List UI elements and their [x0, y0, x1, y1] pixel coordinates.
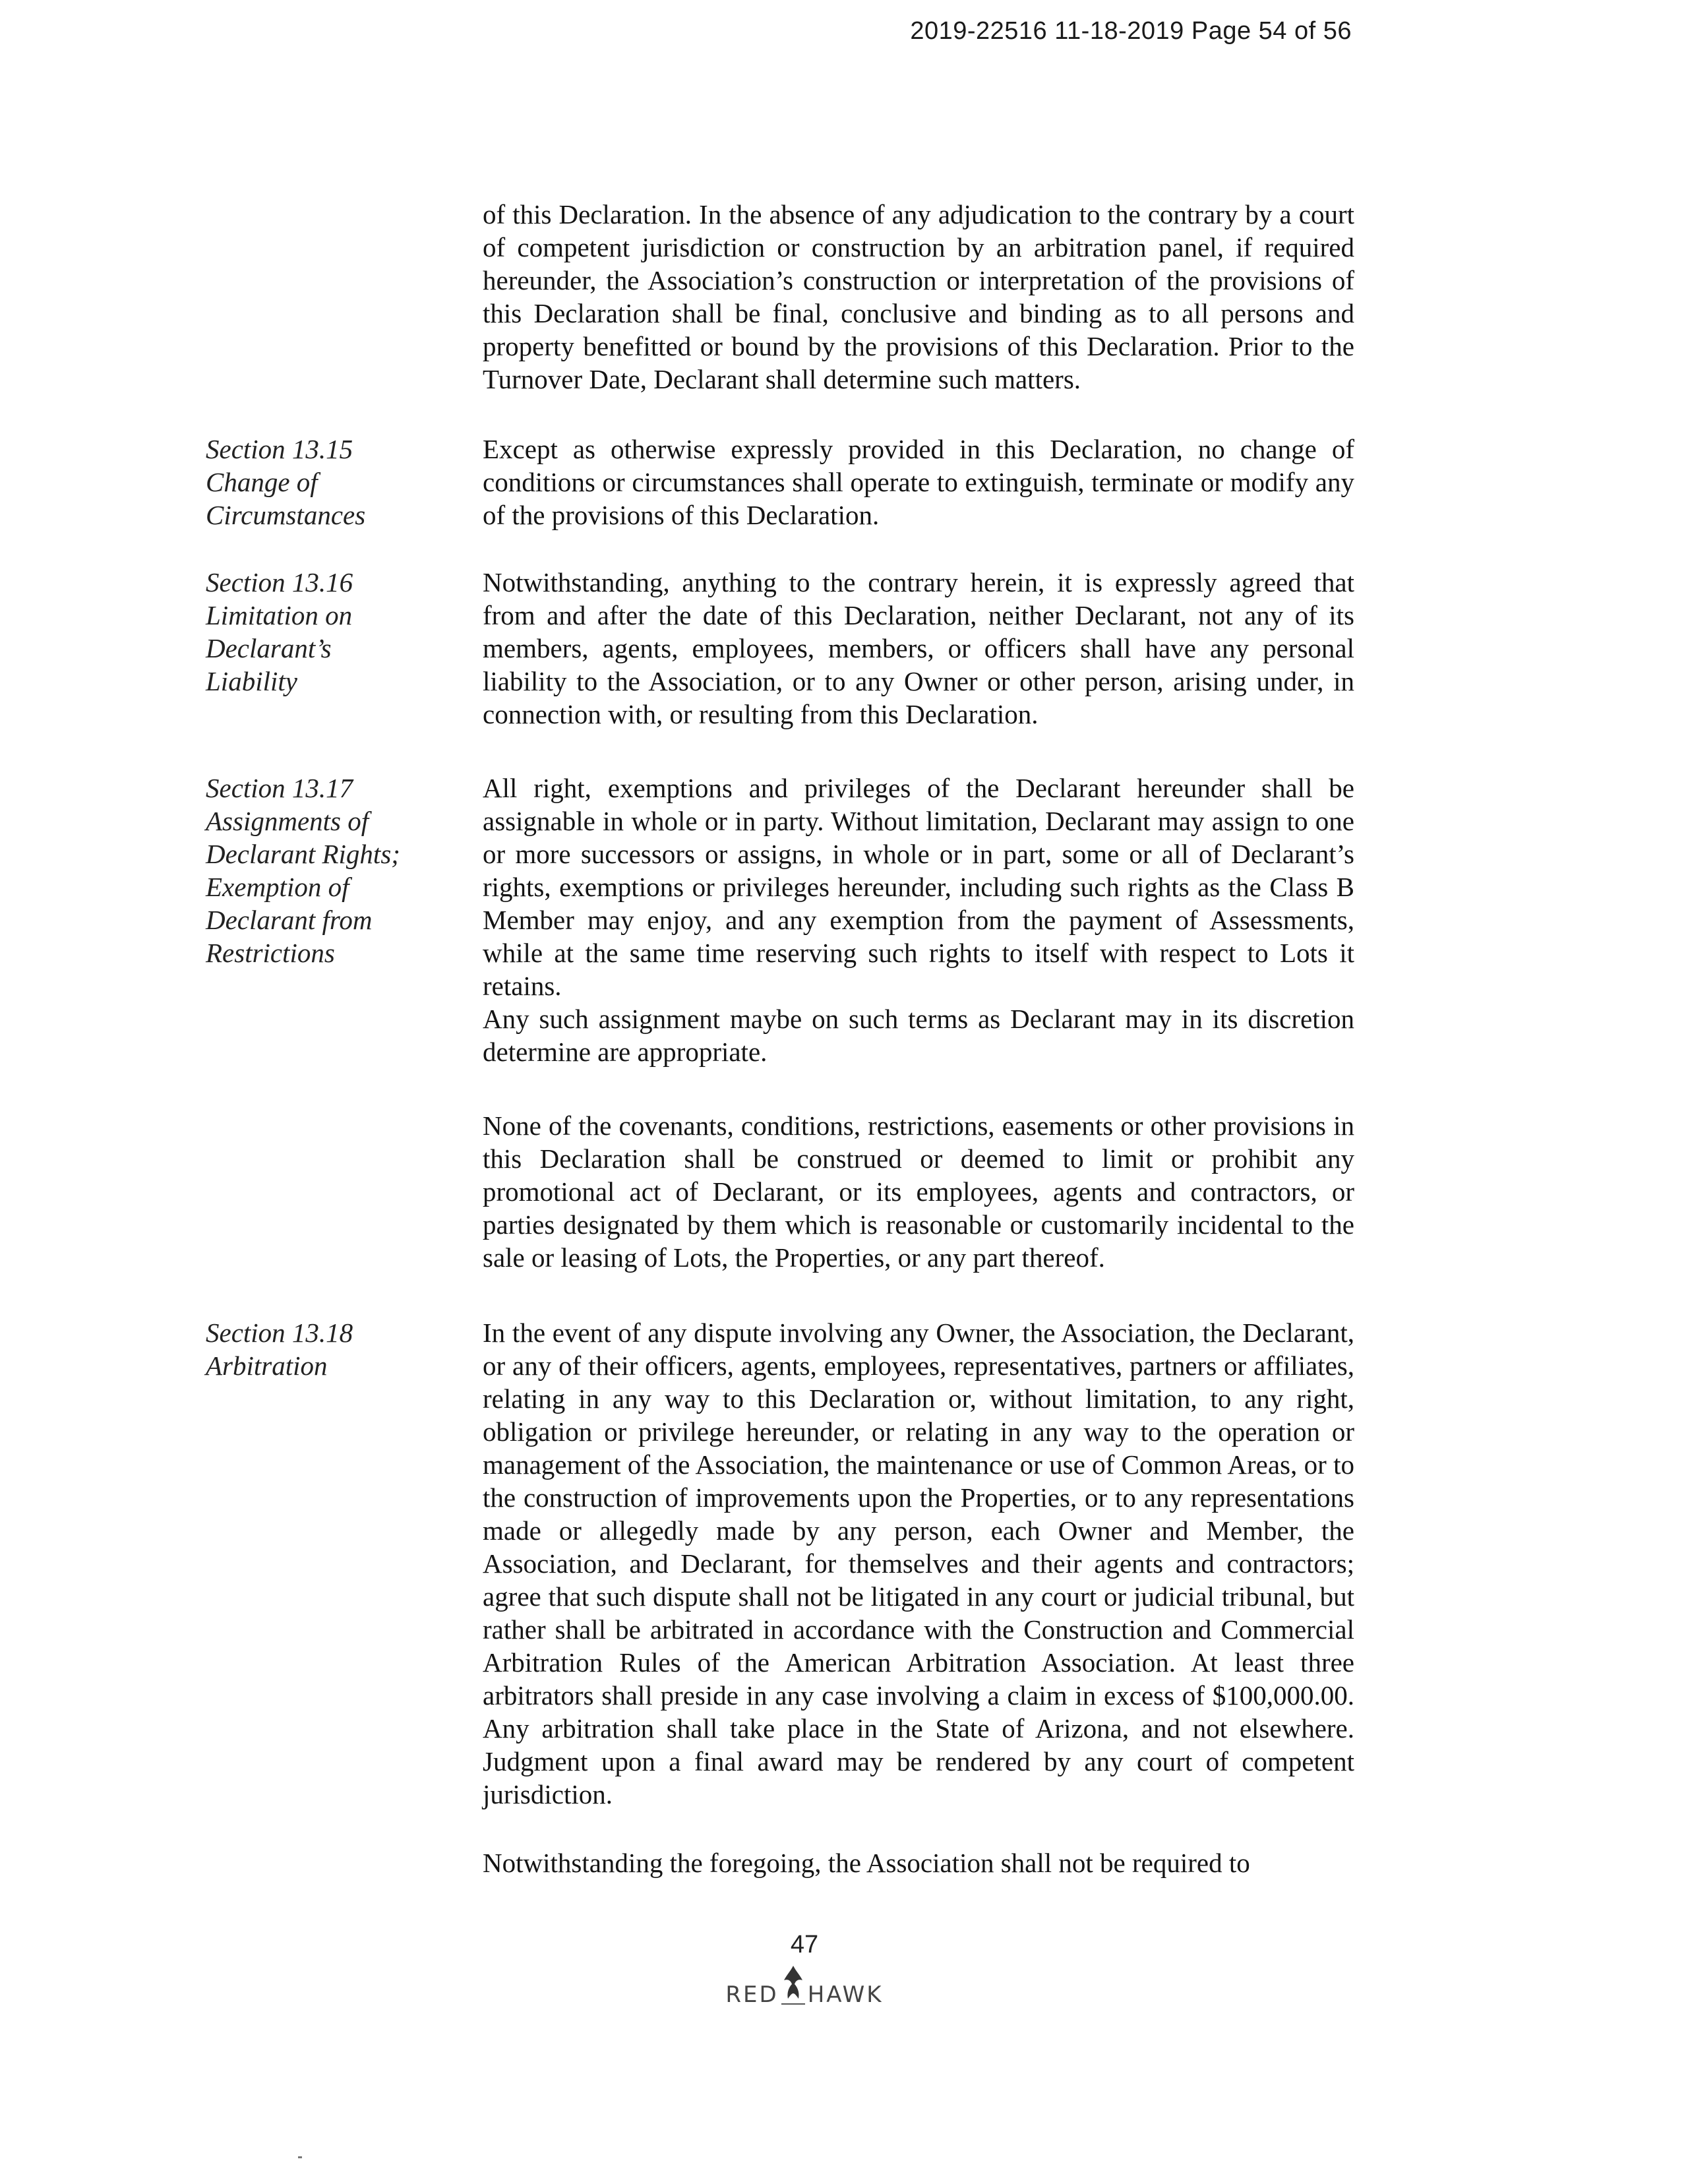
red-hawk-logo — [725, 1962, 884, 2008]
section-13-16-body — [483, 566, 1354, 731]
section-13-15-paragraph: Except as otherwise expressly provided in this Declaration, no change of conditions or circumstances shall operate to extinguish, terminate or modify any of the provisions of this Declaration. — [483, 434, 1354, 530]
section-13-16-title-line-1: Limitation on — [206, 600, 353, 630]
section-13-17-title-line-1: Assignments of — [206, 806, 369, 836]
continuation-paragraph: of this Declaration. In the absence of any adjudication to the contrary by a court of competent jurisdiction or construction by an arbitration panel, if required hereunder, the Association’s construction or interpretation of the provisions of this Declaration shall be final, conclusive and binding as to all persons and property benefitted or bound by the provisions of this Declaration. Prior to the Turnover Date, Declarant shall determine such matters. — [483, 199, 1354, 394]
section-13-18-paragraph: In the event of any dispute involving any Owner, the Association, the Declarant, or any of their officers, agents, employees, representatives, partners or affiliates, relating in any way to this Declaration or, without limitation, to any right, obligation or privilege hereunder, or relating in any way to the operation or management of the Association, the maintenance or use of Common Areas, or to the construction of improvements upon the Properties, or to any representations made or allegedly made by any person, each Owner and Member, the Association, and Declarant, for themselves and their agents and contractors; agree that such dispute shall not be litigated in any court or judicial tribunal, but rather shall be arbitrated in accordance with the Construction and Commercial Arbitration Rules of the American Arbitration Association. At least three arbitrators shall preside in any case involving a claim in excess of $100,000.00. Any arbitration shall take place in the State of Arizona, and not elsewhere. Judgment upon a final award may be rendered by any court of competent jurisdiction. — [483, 1318, 1354, 1809]
section-13-17-paragraph-2: Any such assignment maybe on such terms as Declarant may in its discretion determine are appropriate. — [483, 1004, 1354, 1067]
scan-mark — [298, 2156, 302, 2158]
section-13-15-heading — [206, 433, 483, 531]
section-13-15-body — [483, 433, 1354, 531]
section-13-17-title-line-5: Restrictions — [206, 938, 335, 968]
section-13-17-paragraph-1: All right, exemptions and privileges of the Declarant hereunder shall be assignable in whole or in party. Without limitation, Declarant may assign to one or more successors or assigns, in whole or in part, some or all of Declarant’s rights, exemptions or privileges hereunder, including such rights as the Class B Member may enjoy, and any exemption from the payment of Assessments, while at the same time reserving such rights to itself with respect to Lots it retains. — [483, 773, 1354, 1001]
section-13-17-number: Section 13.17 — [206, 773, 353, 803]
notwithstanding-block — [0, 1846, 1688, 1879]
logo-text-left: RED — [725, 1982, 779, 2008]
section-13-17-title-line-4: Declarant from — [206, 905, 373, 935]
section-13-17-title-line-3: Exemption of — [206, 872, 349, 902]
logo-text-right: HAWK — [807, 1982, 884, 2008]
promotional-acts-body — [483, 1109, 1354, 1274]
notwithstanding-paragraph: Notwithstanding the foregoing, the Association shall not be required to — [483, 1848, 1250, 1878]
section-13-18-title-line-1: Arbitration — [206, 1350, 328, 1381]
page-footer — [725, 1931, 884, 2008]
section-13-15 — [0, 433, 1688, 531]
section-13-17-body — [483, 772, 1354, 1068]
section-13-17 — [0, 772, 1688, 1068]
section-13-16-title-line-3: Liability — [206, 666, 297, 696]
section-13-18-body — [483, 1316, 1354, 1811]
section-13-15-title-line-2: Circumstances — [206, 500, 366, 530]
section-13-16 — [0, 566, 1688, 731]
hawk-icon — [779, 1964, 808, 2008]
section-13-16-title-line-2: Declarant’s — [206, 633, 332, 663]
section-13-15-number: Section 13.15 — [206, 434, 353, 464]
document-recording-header: 2019-22516 11-18-2019 Page 54 of 56 — [910, 17, 1352, 45]
notwithstanding-body — [483, 1846, 1354, 1879]
document-body — [0, 198, 1688, 1879]
section-13-18-number: Section 13.18 — [206, 1318, 353, 1348]
section-13-17-heading — [206, 772, 483, 969]
promotional-acts-block — [0, 1109, 1688, 1274]
page-number: 47 — [790, 1931, 819, 1958]
promotional-acts-paragraph: None of the covenants, conditions, restrictions, easements or other provisions in this Declaration shall be construed or deemed to limit or prohibit any promotional act of Declarant, or its employees, agents and contractors, or parties designated by them which is reasonable or customarily incidental to the sale or leasing of Lots, the Properties, or any part thereof. — [483, 1110, 1354, 1273]
section-13-17-title-line-2: Declarant Rights; — [206, 839, 400, 869]
section-13-16-paragraph: Notwithstanding, anything to the contrary herein, it is expressly agreed that from and after the date of this Declaration, neither Declarant, not any of its members, agents, employees, members, or officers shall have any personal liability to the Association, or to any Owner or other person, arising under, in connection with, or resulting from this Declaration. — [483, 567, 1354, 729]
section-13-15-title-line-1: Change of — [206, 467, 318, 497]
section-13-18 — [0, 1316, 1688, 1811]
continuation-block — [0, 198, 1688, 396]
section-13-16-heading — [206, 566, 483, 698]
section-13-16-number: Section 13.16 — [206, 567, 353, 597]
section-13-18-heading — [206, 1316, 483, 1382]
